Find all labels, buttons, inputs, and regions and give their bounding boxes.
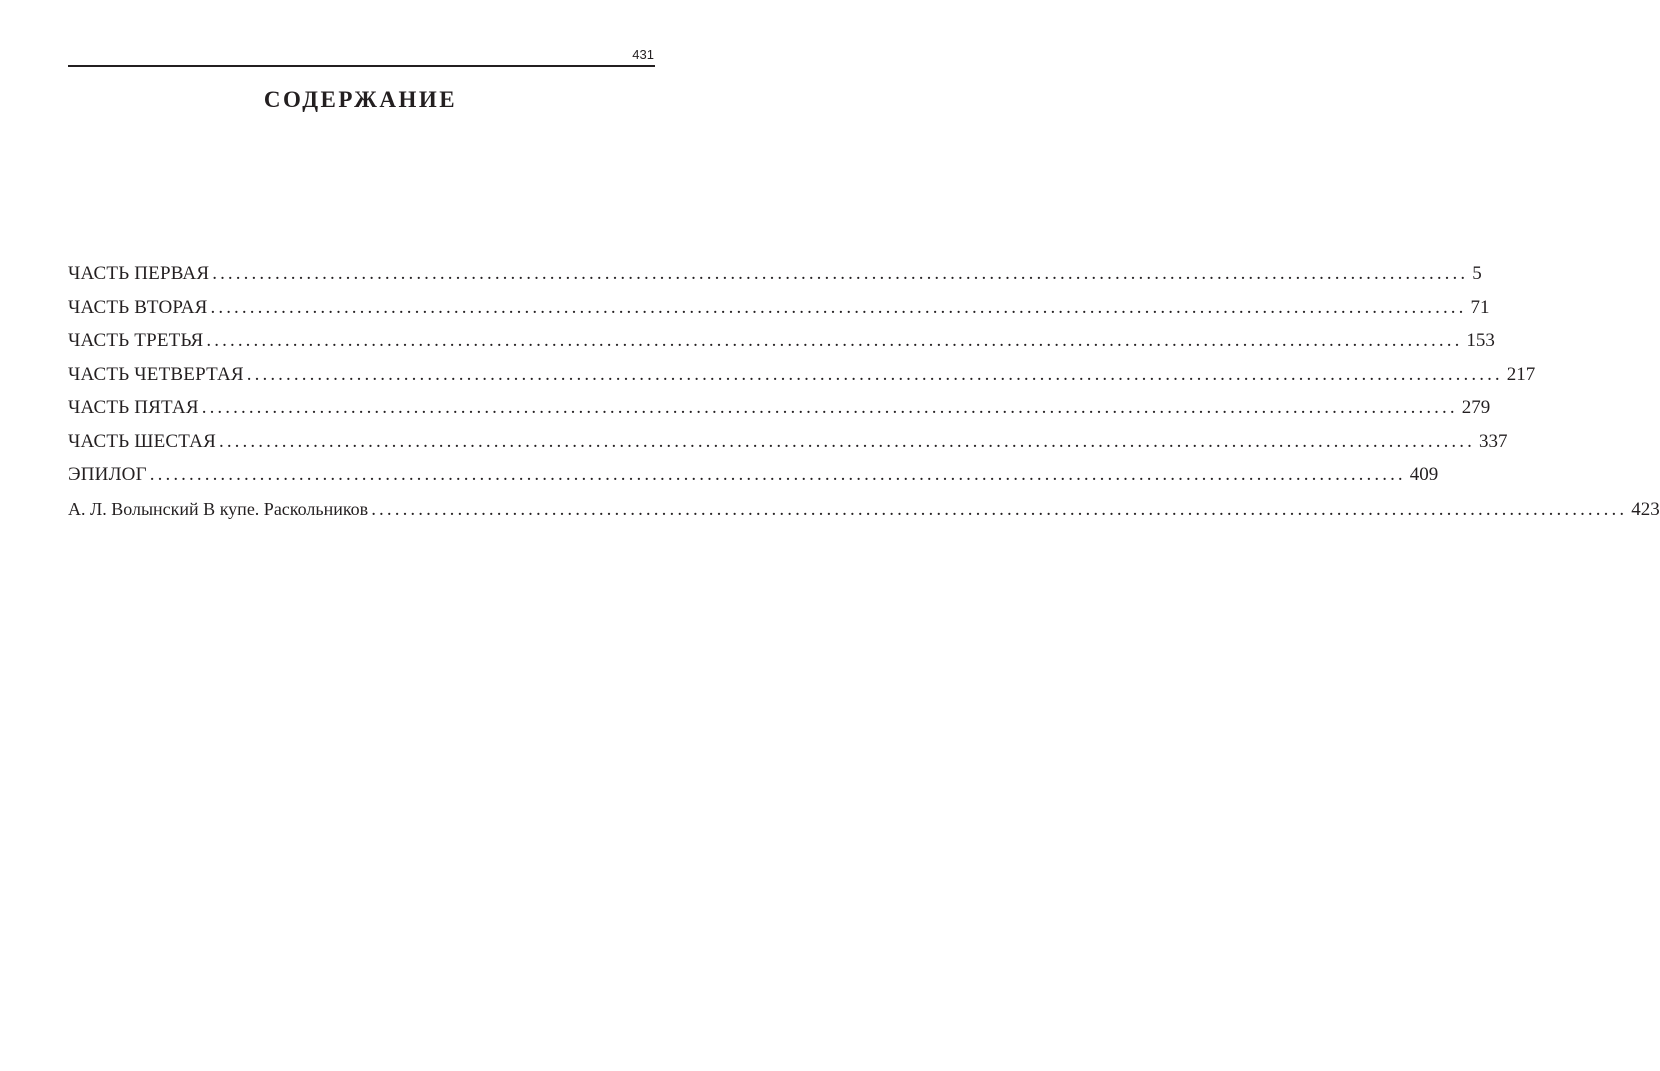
toc-entry-page: 217 [1506,363,1536,385]
toc-entry-label: ЧАСТЬ ШЕСТАЯ [68,430,216,452]
toc-entry-essay[interactable] [68,496,1660,530]
toc-entry-part-5[interactable] [68,395,1491,429]
toc-entry-page: 5 [1472,263,1482,284]
dot-leader: ................................................................................................................................................................ [206,330,1463,351]
dot-leader: ................................................................................................................................................................ [218,430,1475,452]
toc-entry-part-4[interactable] [68,362,1536,396]
toc-entry-page: 279 [1461,397,1491,418]
header-rule [68,65,655,67]
toc-entry-page: 337 [1478,430,1508,452]
toc-entry-label: ЧАСТЬ ТРЕТЬЯ [68,330,204,351]
table-of-contents [68,261,1660,529]
toc-entry-part-6[interactable] [68,429,1508,463]
toc-entry-label: А. Л. Волынский В купе. Раскольников [68,498,369,519]
dot-leader: ................................................................................................................................................................ [246,363,1503,385]
toc-entry-label: ЧАСТЬ ЧЕТВЕРТАЯ [68,363,244,385]
toc-entry-part-3[interactable] [68,328,1495,362]
toc-title: СОДЕРЖАНИЕ [263,87,458,112]
toc-entry-label: ЭПИЛОГ [68,464,147,485]
toc-entry-page: 409 [1409,464,1439,485]
toc-entry-page: 423 [1631,498,1660,520]
toc-entry-page: 71 [1470,296,1490,318]
dot-leader: ................................................................................................................................................................ [201,397,1458,418]
toc-entry-label: ЧАСТЬ ПЯТАЯ [68,397,199,418]
dot-leader: ................................................................................................................................................................ [210,296,1467,318]
toc-entry-part-1[interactable] [68,261,1482,295]
dot-leader: ................................................................................................................................................................ [371,498,1628,520]
dot-leader: ................................................................................................................................................................ [149,464,1406,485]
toc-entry-part-2[interactable] [68,295,1490,329]
page-number: 431 [632,47,654,62]
toc-entry-label: ЧАСТЬ ВТОРАЯ [68,296,208,318]
toc-entry-page: 153 [1466,330,1495,351]
dot-leader: ................................................................................................................................................................ [212,263,1469,284]
toc-entry-label: ЧАСТЬ ПЕРВАЯ [68,263,210,284]
toc-entry-epilogue[interactable] [68,462,1439,496]
